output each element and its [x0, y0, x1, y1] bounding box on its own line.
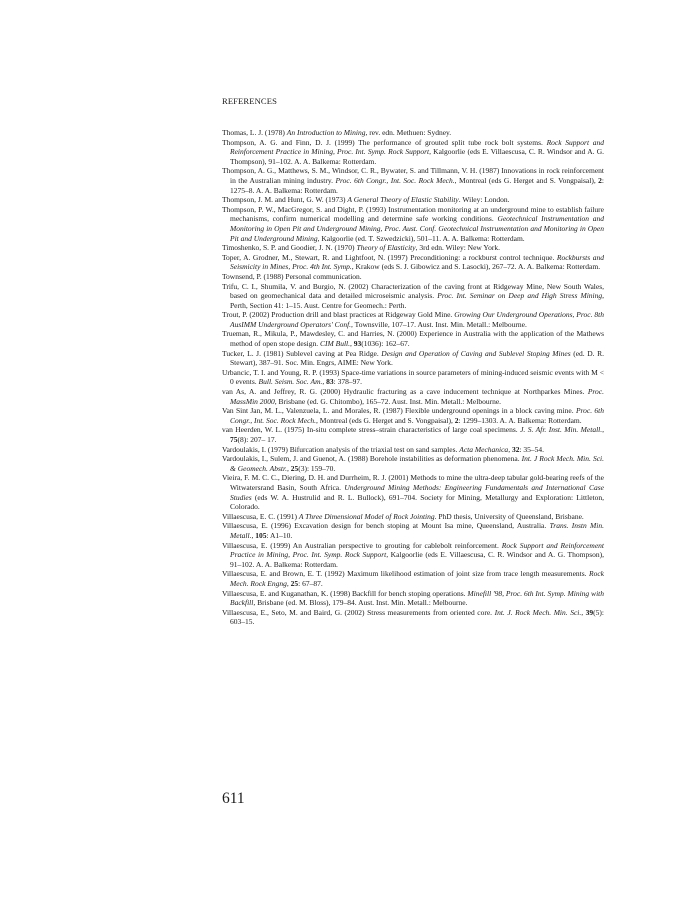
publication-title: Design and Operation of Caving and Sublevel Stoping Mines [381, 348, 571, 358]
publication-title: Int. J. Rock Mech. Min. Sci. [494, 607, 582, 617]
reference-entry [222, 349, 604, 368]
reference-text: , Krakow (eds S. J. Gibowicz and S. Lasocki), 267–72. A. A. Balkema: Rotterdam. [351, 262, 601, 272]
reference-entry [222, 512, 604, 522]
running-header: REFERENCES [222, 96, 277, 106]
reference-text: (3): 159–70. [298, 463, 336, 473]
reference-entry [222, 473, 604, 511]
reference-text: , [581, 607, 586, 617]
publication-title: A General Theory of Elastic Stability [347, 195, 459, 205]
reference-text: Vardoulakis, I. (1979) Bifurcation analysis of the triaxial test on sand samples. [222, 444, 460, 454]
reference-text: , 3rd edn. Wiley: New York. [415, 243, 500, 253]
reference-text: : 1275–8. A. A. Balkema: Rotterdam. [230, 175, 605, 195]
reference-text: Trout, P. (2002) Production drill and blast practices at Ridgeway Gold Mine. [222, 310, 455, 320]
reference-text: , [602, 425, 604, 435]
volume-number: 2 [454, 415, 459, 425]
reference-entry [222, 368, 604, 387]
reference-text: (ed. D. R. Stewart), 387–91. Soc. Min. Engrs, AIME: New York. [230, 348, 604, 368]
reference-text: Vardoulakis, I., Sulem, J. and Guenot, A. (1988) Borehole instabilities as deformation phenomena. [222, 454, 522, 464]
reference-entry [222, 128, 604, 138]
publication-title: Proc. 6th Congr., Int. Soc. Rock Mech. [335, 175, 455, 185]
reference-entry [222, 195, 604, 205]
reference-entry [222, 310, 604, 329]
reference-text: Villaescusa, E. and Brown, E. T. (1992) Maximum likelihood estimation of joint size from trace length measurements. [222, 569, 589, 579]
reference-text: , [286, 578, 291, 588]
reference-text: , [286, 463, 291, 473]
volume-number: 105 [255, 530, 267, 540]
reference-entry [222, 138, 604, 167]
reference-text: van Heerden, W. L. (1975) In-situ complete stress–strain characteristics of large coal specimens. [222, 425, 521, 435]
reference-entry [222, 329, 604, 348]
reference-text: Thompson, A. G. and Finn, D. J. (1999) The performance of grouted split tube rock bolt systems. [222, 137, 547, 147]
reference-entry [222, 589, 604, 608]
reference-text: Urbancic, T. I. and Young, R. P. (1993) Space-time variations in source parameters of mining-induced seismic events with M < 0 events. [222, 367, 604, 387]
reference-text: , Perth, Section 41: 1–15. Aust. Centre for Geomech.: Perth. [230, 291, 604, 310]
reference-entry [222, 387, 604, 406]
reference-text: Villaescusa, E. (1999) An Australian perspective to grouting for cablebolt reinforcement. [222, 540, 502, 550]
reference-entry [222, 454, 604, 473]
reference-text: Townsend, P. (1988) Personal communication. [222, 271, 362, 281]
reference-entry [222, 406, 604, 425]
reference-text: Thompson, A. G., Matthews, S. M., Windsor, C. R., Bywater, S. and Tillmann, V. H. (1987) Innovations in rock reinforcement in the Australian mining industry. [222, 166, 604, 185]
volume-number: 39 [585, 607, 594, 617]
reference-entry [222, 253, 604, 272]
publication-title: Minefill '98, Proc. 6th Int. Symp. Mining with Backfill [230, 588, 604, 608]
publication-title: Growing Our Underground Operations, Proc. 8th AusIMM Underground Operators' Conf. [230, 310, 604, 329]
reference-text: , Brisbane (ed. G. Chitombo), 165–72. Aust. Inst. Min. Metall.: Melbourne. [274, 396, 502, 406]
reference-entry [222, 425, 604, 444]
reference-text: : A1–10. [266, 530, 293, 540]
reference-text: : 67–87. [298, 578, 323, 588]
publication-title: Trans. Instn Min. Metall. [230, 521, 604, 540]
publication-title: Geotechnical Instrumentation and Monitoring in Open Pit and Underground Mining, Proc. Aust. Conf. Geotechnical Instrumentation and Monitoring in Open Pit and Underground Mining [230, 214, 604, 243]
reference-entry [222, 608, 604, 627]
publication-title: Underground Mining Methods: Engineering Fundamentals and International Case Studies [230, 482, 604, 502]
reference-text: , Kalgoorlie (eds E. Villaescusa, C. R. Windsor and A. G. Thompson), 91–102. A. A. Balkema: Rotterdam. [230, 147, 605, 166]
volume-number: 25 [290, 578, 299, 588]
volume-number: 25 [290, 463, 299, 473]
publication-title: A Three Dimensional Model of Rock Jointing [298, 511, 435, 521]
reference-text: , [251, 530, 256, 540]
reference-text: , [322, 377, 327, 387]
reference-text: , Montreal (eds G. Herget and S. Vongpaisal), [316, 415, 455, 425]
publication-title: Rock Support and Reinforcement Practice in Mining, Proc. Int. Symp. Rock Support [230, 540, 605, 560]
publication-title: Rockbursts and Seismicity in Mines, Proc. 4th Int. Symp. [230, 252, 604, 272]
reference-text: , Kalgoorlie (eds E. Villaescusa, C. R. Windsor and A. G. Thompson), 91–102. A. A. Balkema: Rotterdam. [230, 550, 604, 569]
reference-text: , Brisbane (ed. M. Bloss), 179–84. Aust. Inst. Min. Metall.: Melbourne. [253, 598, 468, 608]
volume-number: 32 [511, 444, 520, 454]
reference-text: van As, A. and Jeffrey, R. G. (2000) Hydraulic fracturing as a cave inducement technique at Northparkes Mines. [222, 387, 588, 397]
reference-text: Trifu, C. I., Shumila, V. and Burgio, N. (2002) Characterization of the caving front at Ridgeway Mine, New South Wales, based on geomechanical data and detailed microseismic analysis. [222, 281, 604, 301]
reference-text: Thomas, L. J. (1978) [222, 128, 287, 137]
reference-text: Toper, A. Grodner, M., Stewart, R. and Lightfoot, N. (1997) Preconditioning: a rockburst control technique. [222, 252, 557, 262]
reference-entry [222, 166, 604, 195]
reference-entry [222, 569, 604, 588]
publication-title: Rock Support and Reinforcement Practice in Mining, Proc. Int. Symp. Rock Support [230, 137, 604, 157]
publication-title: J. S. Afr. Inst. Min. Metall. [520, 425, 603, 435]
reference-text: Villaescusa, E., Seto, M. and Baird, G. (2002) Stress measurements from oriented core. [222, 607, 495, 617]
reference-text: Vieira, F. M. C. C., Diering, D. H. and Durrheim, R. J. (2001) Methods to mine the ultra-deep tabular gold-bearing reefs of the Witwatersrand Basin, South Africa. [222, 473, 604, 492]
reference-text: (5): 603–15. [230, 607, 604, 627]
reference-text: . PhD thesis, University of Queensland, Brisbane. [434, 511, 584, 521]
publication-title: CIM Bull. [320, 339, 350, 349]
reference-text: Trueman, R., Mikula, P., Mawdesley, C. and Harries, N. (2000) Experience in Australia with the application of the Mathews method of open stope design. [222, 329, 604, 349]
reference-text: : 1299–1303. A. A. Balkema: Rotterdam. [458, 415, 582, 425]
reference-text: Tucker, L. J. (1981) Sublevel caving at Pea Ridge. [222, 348, 382, 358]
reference-text: Thompson, P. W., MacGregor, S. and Dight, P. (1993) Instrumentation monitoring at an underground mine to establish failure mechanisms, confirm numerical modelling and determine safe working conditions. [222, 204, 604, 224]
reference-text: , Montreal (eds G. Herget and S. Vongpaisal), [454, 175, 599, 185]
publication-title: Bull. Seism. Soc. Am. [258, 377, 323, 387]
reference-entry [222, 205, 604, 243]
reference-text: : 35–54. [519, 444, 545, 454]
reference-text: , rev. edn. Methuen: Sydney. [365, 128, 452, 137]
publication-title: Int. J Rock Mech. Min. Sci. & Geomech. Abstr. [230, 454, 604, 473]
publication-title: Proc. Int. Seminar on Deep and High Stress Mining [437, 291, 603, 301]
reference-text: , Townsville, 107–17. Aust. Inst. Min. Metall.: Melbourne. [351, 319, 527, 329]
publication-title: An Introduction to Mining [286, 128, 366, 137]
reference-text: (8): 207– 17. [237, 435, 277, 444]
reference-entry [222, 521, 604, 540]
reference-text: . Wiley: London. [458, 195, 510, 205]
reference-entry [222, 282, 604, 311]
reference-entry [222, 445, 604, 455]
volume-number: 2 [598, 175, 602, 185]
reference-text: Timoshenko, S. P. and Goodier, J. N. (1970) [222, 243, 357, 253]
reference-text: , [350, 339, 354, 349]
reference-text: : 378–97. [333, 377, 362, 387]
page-number: 611 [222, 790, 245, 807]
reference-text: Villaescusa, E. and Kuganathan, K. (1998) Backfill for bench stoping operations. [222, 588, 468, 598]
volume-number: 75 [230, 435, 238, 444]
reference-text: (1036): 162–67. [361, 339, 410, 349]
reference-text: Thompson, J. M. and Hunt, G. W. (1973) [222, 195, 348, 205]
volume-number: 93 [353, 339, 362, 349]
publication-title: Proc. 6th Congr., Int. Soc. Rock Mech. [230, 406, 604, 425]
reference-text: (eds W. A. Hustrulid and R. L. Bullock), 691–704. Society for Mining, Metallurgy and Exploration: Littleton, Colorado. [230, 492, 604, 512]
reference-entry [222, 272, 604, 282]
reference-text: , Kalgoorlie (ed. T. Szwedzicki), 501–11. A. A. Balkema: Rotterdam. [317, 233, 525, 243]
publication-title: Theory of Elasticity [356, 243, 416, 253]
reference-text: Van Sint Jan, M. L., Valenzuela, L. and Morales, R. (1987) Flexible underground openings in a block caving mine. [222, 406, 576, 416]
reference-entry [222, 243, 604, 253]
reference-text: , [508, 444, 512, 454]
publication-title: Proc. MassMin 2000 [230, 387, 604, 406]
reference-text: Villaescusa, E. C. (1991) [222, 511, 299, 521]
publication-title: Rock Mech. Rock Engng [230, 569, 604, 588]
reference-list [222, 128, 604, 627]
publication-title: Acta Mechanica [459, 444, 509, 454]
reference-text: Villaescusa, E. (1996) Excavation design for bench stoping at Mount Isa mine, Queensland, Australia. [222, 521, 550, 531]
reference-entry [222, 541, 604, 570]
volume-number: 83 [326, 377, 334, 387]
